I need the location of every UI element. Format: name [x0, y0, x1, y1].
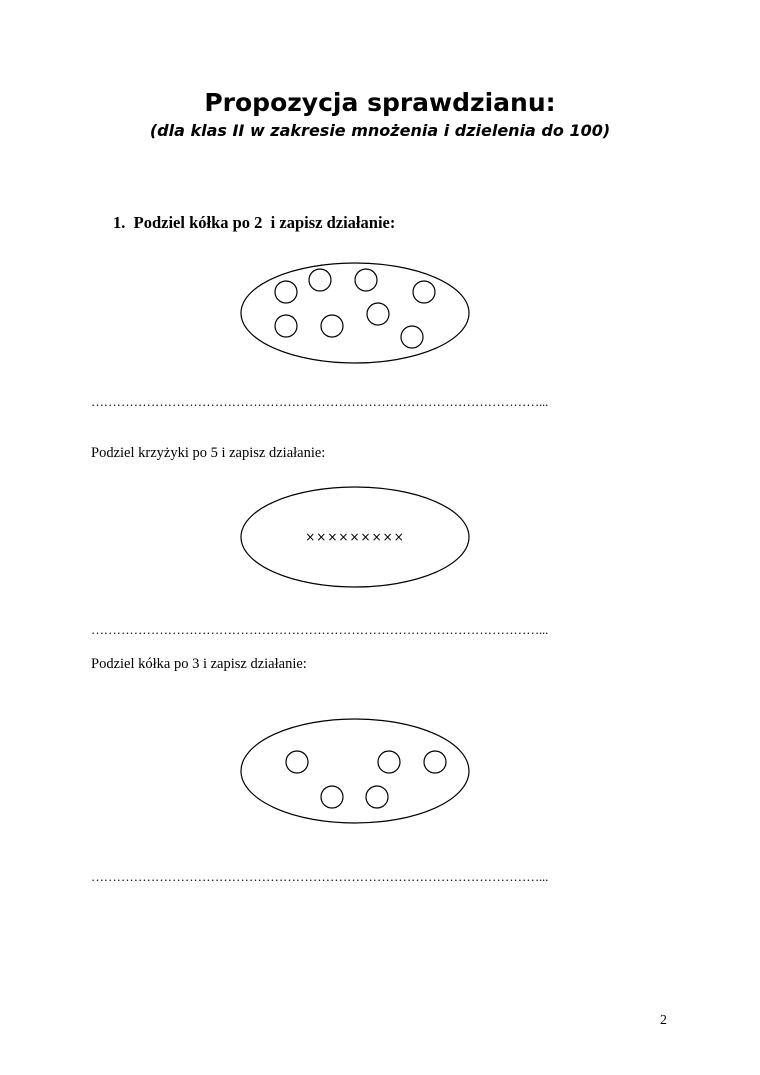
- task-1-circle: [413, 281, 435, 303]
- task-1-instruction: 1. Podziel kółka po 2 i zapisz działanie:: [113, 213, 396, 232]
- task-3-circle: [286, 751, 308, 773]
- page-number: 2: [660, 1013, 667, 1028]
- task-2-crosses: ×××××××××: [305, 530, 405, 544]
- task-1-circle: [401, 326, 423, 348]
- task-1-figure: [236, 258, 474, 368]
- task-3-circle: [378, 751, 400, 773]
- task-1-circle: [321, 315, 343, 337]
- task-2-figure: [236, 484, 474, 594]
- page-title: Propozycja sprawdzianu:: [204, 88, 556, 117]
- task-1-circle: [275, 315, 297, 337]
- task-3-circle: [366, 786, 388, 808]
- task-2-instruction: Podziel krzyżyki po 5 i zapisz działanie:: [91, 445, 326, 461]
- task-1-circle: [309, 269, 331, 291]
- task-1-answer-line: ……………………………………………………………………………………………...: [91, 394, 549, 409]
- task-3-oval: [241, 719, 469, 823]
- task-3-circle: [424, 751, 446, 773]
- task-3-answer-line: ……………………………………………………………………………………………...: [91, 869, 549, 884]
- task-1-circle: [275, 281, 297, 303]
- task-3-figure: [236, 714, 474, 828]
- task-2-answer-line: ……………………………………………………………………………………………...: [91, 622, 549, 637]
- task-3-circle: [321, 786, 343, 808]
- task-3-instruction: Podziel kółka po 3 i zapisz działanie:: [91, 656, 307, 672]
- page-subtitle: (dla klas II w zakresie mnożenia i dzielenia do 100): [149, 121, 611, 140]
- task-1-circle: [367, 303, 389, 325]
- task-1-circle: [355, 269, 377, 291]
